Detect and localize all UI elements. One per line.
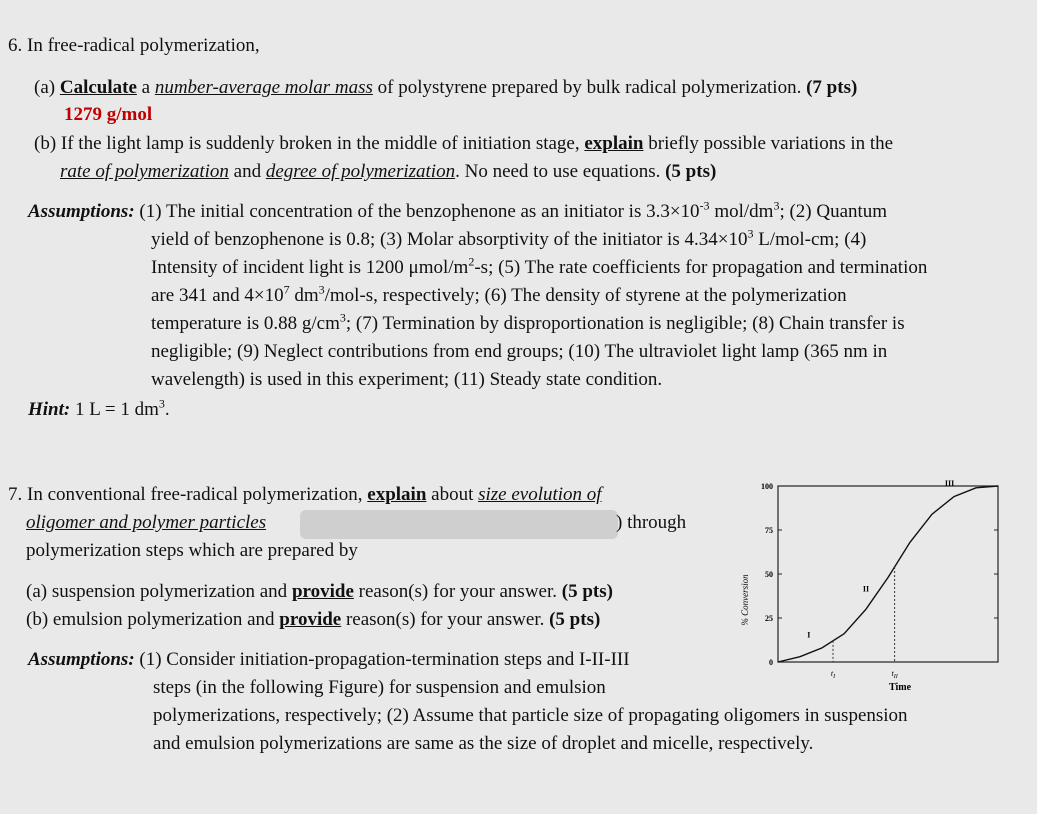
chart-x-label: Time — [888, 682, 912, 693]
q7-part-a: (a) suspension polymerization and provide reason(s) for your answer. (5 pts) — [26, 581, 613, 602]
q6-assumptions-line5: temperature is 0.88 $g/cm^3$; (7) Termination by disproportionation is negligible; (8) Chain transfer is — [151, 310, 905, 334]
y-tick-label: 0 — [769, 658, 773, 667]
chart-y-label: % Conversion — [740, 574, 750, 626]
q6-assumptions-line6: negligible; (9) Neglect contributions from end groups; (10) The ultraviolet light lamp (365 nm in — [151, 341, 888, 362]
q6-assumptions-line7: wavelength) is used in this experiment; (11) Steady state condition. — [151, 369, 663, 390]
q6-assumptions-line3: Intensity of incident light is 1200 μmol/$m^2-s$; (5) The rate coefficients for propagation and termination — [151, 254, 928, 278]
q6-part-b-line1: (b) If the light lamp is suddenly broken in the middle of initiation stage, explain briefly possible variations in the — [34, 133, 894, 154]
y-tick-label: 75 — [765, 526, 773, 535]
q6-part-a: (a) Calculate a number-average molar mass of polystyrene prepared by bulk radical polymerization. (7 pts) — [34, 77, 858, 98]
q7-line3: polymerization steps which are prepared by — [26, 540, 358, 561]
region-label-II: II — [862, 584, 870, 594]
region-label-I: I — [807, 630, 811, 640]
q6-assumptions-line2: yield of benzophenone is 0.8; (3) Molar absorptivity of the initiator is $4.34\times 10^3$ L/mol-cm; (4) — [151, 226, 867, 250]
chart-axes — [761, 482, 998, 667]
y-tick-label: 100 — [761, 482, 773, 491]
region-label-III: III — [944, 479, 955, 488]
chart-marks — [778, 479, 998, 680]
q6-hint: Hint: 1 L = 1 $dm^3$. — [28, 396, 170, 420]
y-tick-label: 25 — [765, 614, 773, 623]
marker-label-I: $t_I$ — [830, 669, 836, 680]
q7-assumptions-line2: steps (in the following Figure) for suspension and emulsion — [153, 677, 606, 698]
q7-part-b: (b) emulsion polymerization and provide reason(s) for your answer. (5 pts) — [26, 609, 601, 630]
q7-assumptions-line4: and emulsion polymerizations are same as the size of droplet and micelle, respectively. — [153, 733, 814, 754]
q7-line2-through: ) through — [616, 512, 687, 533]
conversion-chart — [730, 472, 1030, 694]
marker-label-II: $t_{II}$ — [891, 669, 898, 680]
q6-answer: 1279 g/mol — [64, 104, 153, 125]
conversion-curve — [778, 486, 998, 662]
q7-line1: 7. In conventional free-radical polymerization, explain about size evolution of — [8, 484, 602, 505]
redacted-region — [300, 510, 618, 539]
q6-title: 6. In free-radical polymerization, — [8, 35, 260, 56]
q7-line2-oligomer: oligomer and polymer particles — [26, 512, 267, 533]
q7-assumptions-line3: polymerizations, respectively; (2) Assume that particle size of propagating oligomers in suspension — [153, 705, 908, 726]
q6-assumptions-line4: are 341 and $4\times 10^7$ $dm^3/mol-s$, respectively; (6) The density of styrene at the polymerization — [151, 282, 847, 306]
chart-frame — [778, 486, 998, 662]
y-tick-label: 50 — [765, 570, 773, 579]
q7-assumptions-line1: Assumptions: (1) Consider initiation-propagation-termination steps and I-II-III — [28, 649, 630, 670]
q6-part-b-line2: rate of polymerization and degree of polymerization. No need to use equations. (5 pts) — [60, 161, 717, 182]
q6-assumptions-line1: Assumptions: (1) The initial concentration of the benzophenone as an initiator is $3.3\times 10^{-3}$ mol/$dm^3$; (2) Quantum — [28, 198, 888, 222]
